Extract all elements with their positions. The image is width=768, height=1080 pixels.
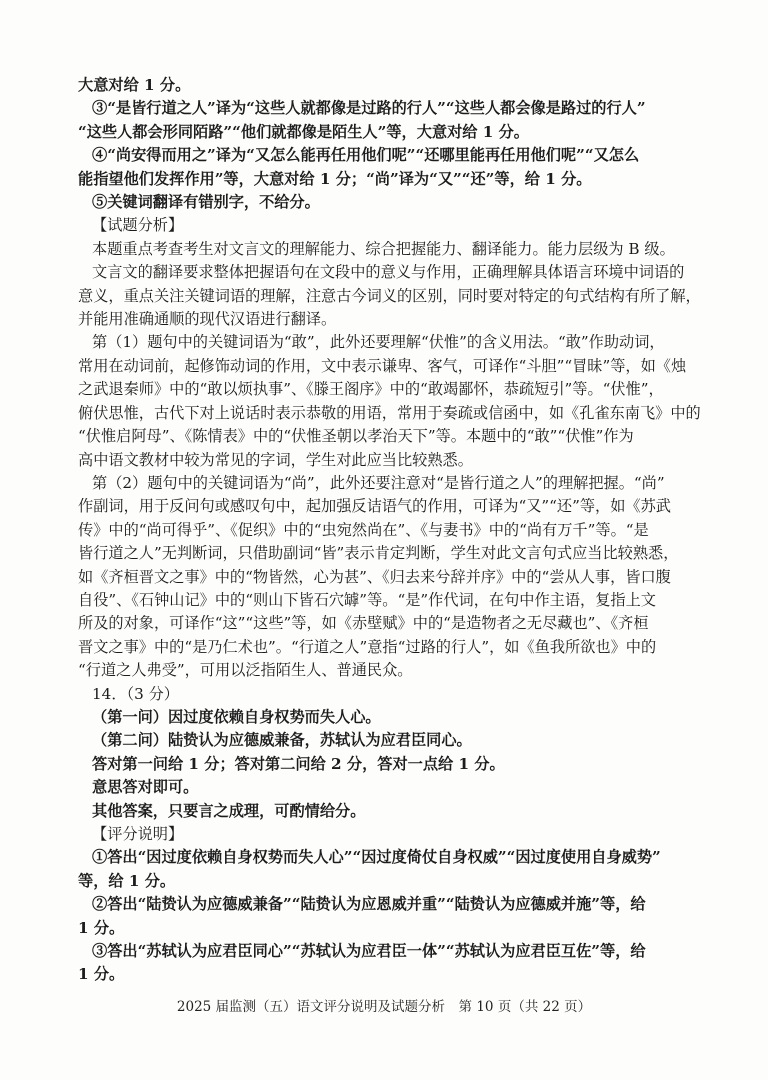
text-line: ②答出“陆贽认为应德威兼备”“陆贽认为应恩威并重”“陆贽认为应德威并施”等，给: [92, 895, 646, 914]
text-line: 所及的对象，可译作“这”“这些”等，如《赤壁赋》中的“是造物者之无尽藏也”、《齐桓: [78, 614, 649, 633]
text-line: “伏惟启阿母”、《陈情表》中的“伏惟圣朝以孝治天下”等。本题中的“敢”“伏惟”作为: [78, 427, 634, 446]
text-line: 高中语文教材中较为常见的字词，学生对此应当比较熟悉。: [78, 450, 473, 469]
text-line: 第（1）题句中的关键词语为“敢”，此外还要理解“伏惟”的含义用法。“敢”作助动词，: [92, 333, 665, 352]
page-footer: 2025 届监测（五）语文评分说明及试题分析 第 10 页（共 22 页）: [176, 999, 592, 1015]
text-line: 【评分说明】: [92, 825, 184, 843]
text-line: 【试题分析】: [92, 216, 184, 235]
text-line: ④“尚安得而用之”译为“又怎么能再任用他们呢”“还哪里能再任用他们呢”“又怎么: [92, 146, 640, 165]
text-line: 晋文之事》中的“是乃仁术也”。“行道之人”意指“过路的行人”，如《鱼我所欲也》中的: [78, 637, 657, 656]
text-line: “这些人都会形同陌路”“他们就都像是陌生人”等，大意对给 1 分。: [78, 122, 529, 141]
text-line: 并能用准确通顺的现代汉语进行翻译。: [78, 310, 337, 329]
text-line: 常用在动词前，起修饰动词的作用，文中表示谦卑、客气，可译作“斗胆”“冒昧”等，如《烛: [78, 356, 687, 375]
text-line: 1 分。: [78, 918, 125, 937]
text-line: 能指望他们发挥作用”等，大意对给 1 分；“尚”译为“又”“还”等，给 1 分。: [78, 169, 592, 188]
text-line: ⑤关键词翻译有错别字，不给分。: [92, 193, 320, 212]
text-line: （第一问）因过度依赖自身权势而失人心。: [92, 707, 381, 726]
text-line: 传》中的“尚可得乎”、《促织》中的“虫宛然尚在”、《与妻书》中的“尚有万千”等。“是: [78, 520, 649, 539]
text-line: ③答出“苏轼认为应君臣同心”“苏轼认为应君臣一体”“苏轼认为应君臣互佐”等，给: [92, 942, 646, 961]
text-line: “行道之人弗受”，可用以泛指陌生人、普通民众。: [78, 661, 413, 680]
text-line: 等，给 1 分。: [78, 871, 176, 890]
text-line: 皆行道之人”无判断词，只借助副词“皆”表示肯定判断，学生对此文言句式应当比较熟悉，: [78, 544, 679, 563]
text-line: ③“是皆行道之人”译为“这些人就都像是过路的行人”“这些人都会像是路过的行人”: [92, 99, 646, 118]
text-line: 其他答案，只要言之成理，可酌情给分。: [92, 801, 366, 820]
text-line: 本题重点考查考生对文言文的理解能力、综合把握能力、翻译能力。能力层级为 B 级。: [92, 239, 675, 258]
text-line: 第（2）题句中的关键词语为“尚”，此外还要注意对“是皆行道之人”的理解把握。“尚”: [92, 473, 665, 492]
text-line: 意思答对即可。: [92, 778, 199, 797]
text-line: 如《齐桓晋文之事》中的“物皆然，心为甚”、《归去来兮辞并序》中的“尝从人事，皆口腹: [78, 567, 671, 586]
text-line: 1 分。: [78, 965, 125, 984]
text-line: 文言文的翻译要求整体把握语句在文段中的意义与作用，正确理解具体语言环境中词语的: [92, 263, 685, 282]
text-line: ①答出“因过度依赖自身权势而失人心”“因过度倚仗自身权威”“因过度使用自身威势”: [92, 848, 661, 867]
document-body: [78, 74, 706, 987]
text-line: （第二问）陆贽认为应德威兼备，苏轼认为应君臣同心。: [92, 731, 472, 750]
text-line: 意义，重点关注关键词语的理解，注意古今词义的区别，同时要对特定的句式结构有所了解，: [78, 286, 701, 305]
text-line: 自役”、《石钟山记》中的“则山下皆石穴罅”等。“是”作代词，在句中作主语，复指上文: [78, 590, 656, 609]
text-line: 之武退秦师》中的“敢以烦执事”、《滕王阁序》中的“敢竭鄙怀，恭疏短引”等。“伏惟”，: [78, 380, 664, 399]
text-line: 答对第一问给 1 分；答对第二问给 2 分，答对一点给 1 分。: [92, 754, 505, 773]
text-line: 作副词，用于反问句或感叹句中，起加强反诘语气的作用，可译为“又”“还”等，如《苏武: [78, 497, 671, 516]
text-line: 14．（3 分）: [92, 684, 179, 703]
text-line: 大意对给 1 分。: [78, 76, 191, 94]
text-line: 俯伏思惟，古代下对上说话时表示恭敬的用语，常用于奏疏或信函中，如《孔雀东南飞》中的: [78, 403, 701, 422]
